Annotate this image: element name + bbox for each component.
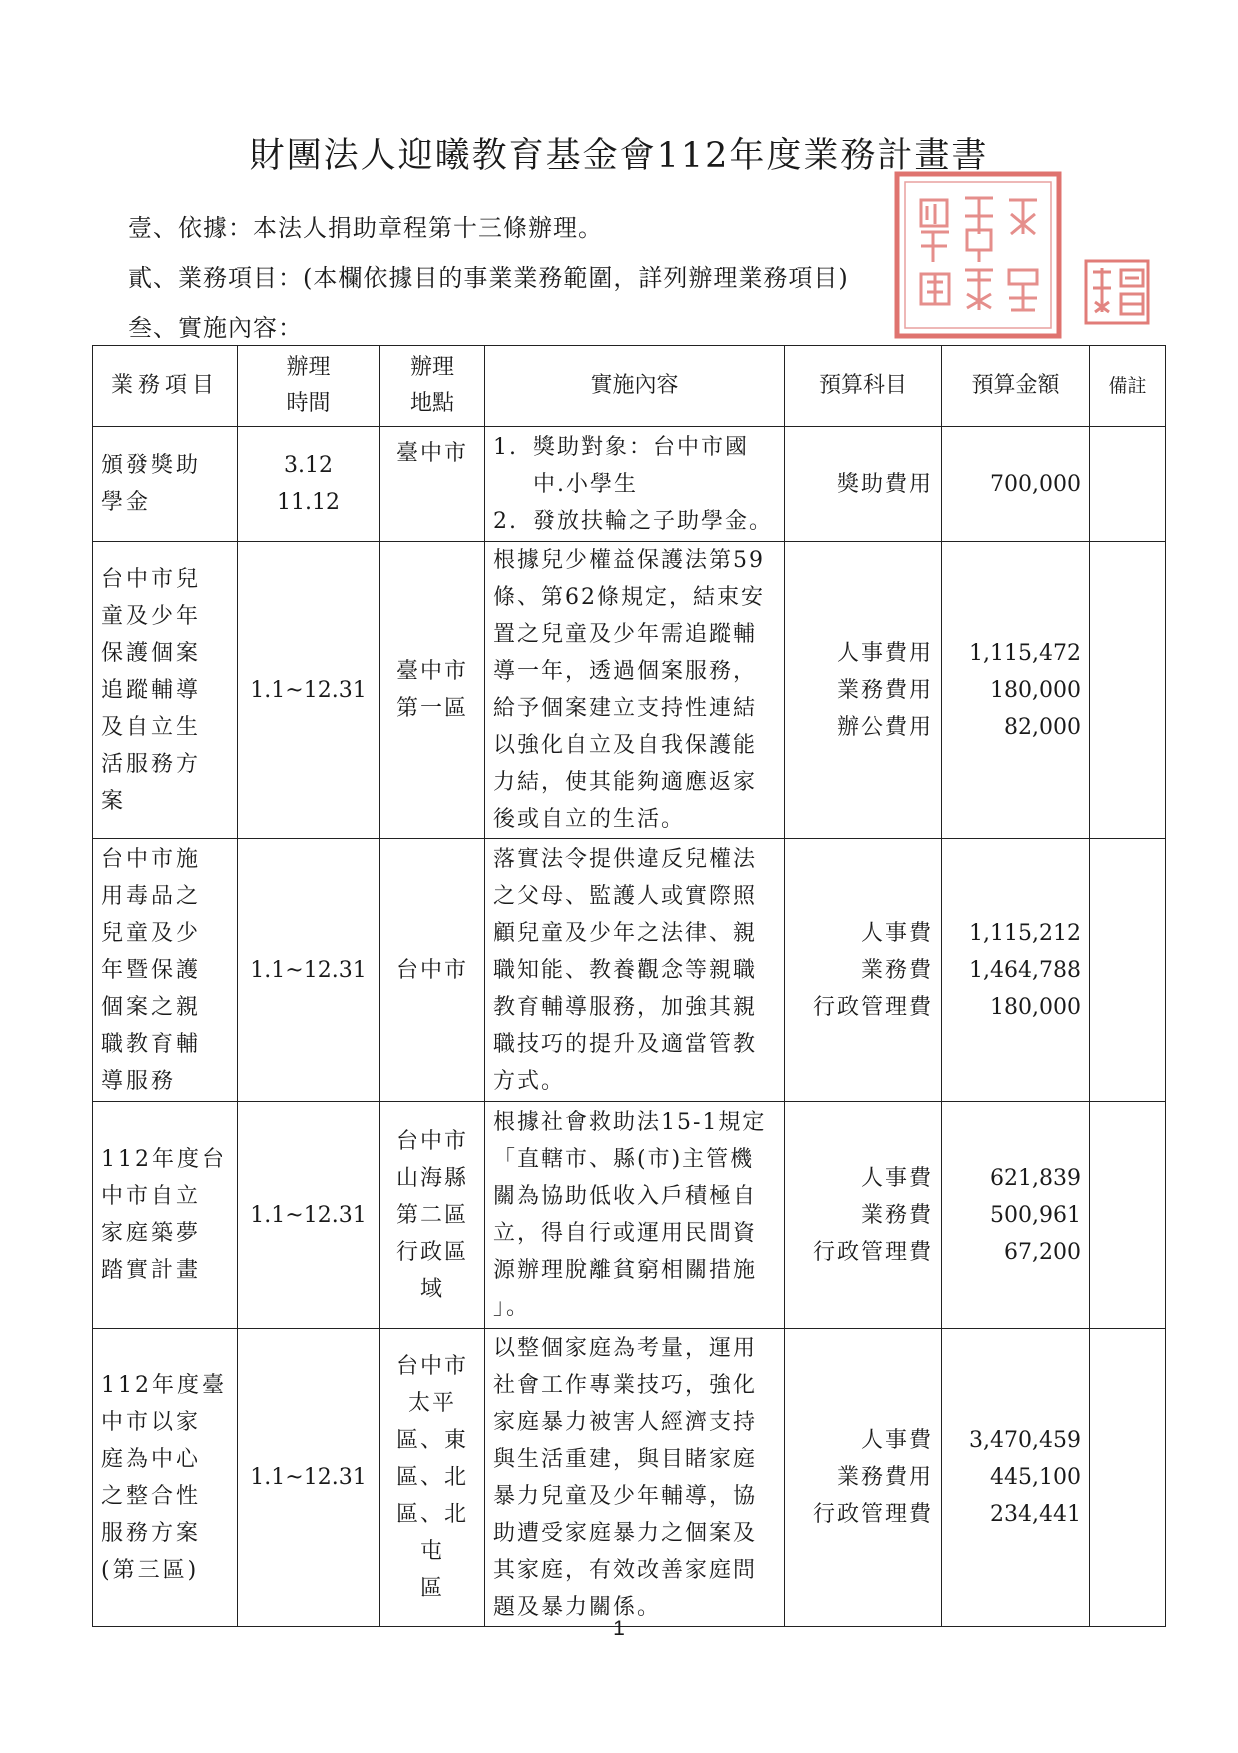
place-line: 區、北屯 (395, 1502, 468, 1564)
note-cell (1090, 839, 1166, 1102)
time-cell (238, 542, 380, 839)
note-cell (1090, 1102, 1166, 1329)
amount-line: 1,115,472 (969, 640, 1081, 666)
content-line: 之父母、監護人或實際照 (493, 883, 758, 909)
amount-line: 67,200 (1004, 1239, 1081, 1265)
item-line: 台中市施 (101, 846, 202, 872)
item-line: (第三區) (101, 1557, 200, 1583)
time-line: 1.1~12.31 (250, 1465, 367, 1490)
header-place-line: 辦理 (409, 355, 454, 380)
subject-line: 人事費 (860, 1165, 933, 1191)
place-line: 域 (419, 1276, 444, 1302)
time-cell (238, 839, 380, 1102)
item-line: 保護個案 (101, 640, 202, 666)
item-line: 職教育輔 (101, 1031, 202, 1057)
content-line: 給予個案建立支持性連結 (493, 696, 758, 721)
item-line: 112年度台 (101, 1147, 227, 1172)
time-line: 1.1~12.31 (250, 677, 367, 703)
subject-cell (785, 839, 942, 1102)
item-line: 踏實計畫 (101, 1258, 202, 1283)
item-line: 兒童及少 (101, 920, 202, 946)
content-line: 職知能、教養觀念等親職 (493, 957, 758, 983)
content-cell (485, 427, 785, 542)
content-line: 條、第62條規定，結束安 (493, 585, 765, 610)
header-note: 備註 (1090, 346, 1166, 427)
content-line: 以整個家庭為考量，運用 (493, 1335, 758, 1361)
content-line: 置之兒童及少年需追蹤輔 (493, 622, 758, 647)
item-line: 台中市兒 (101, 566, 202, 592)
item-line: 中市自立 (101, 1184, 202, 1209)
subject-line: 業務費 (860, 1202, 933, 1228)
item-line: 及自立生 (101, 714, 202, 740)
page-number: 1 (613, 1617, 625, 1640)
content-line: 力結，使其能夠適應返家 (493, 770, 758, 795)
subject-cell (785, 1329, 942, 1627)
subject-line: 辦公費用 (836, 714, 933, 740)
item-line: 案 (101, 788, 127, 814)
content-line: 與生活重建，與目睹家庭 (493, 1446, 758, 1472)
header-time-line: 時間 (286, 391, 331, 416)
item-line: 童及少年 (101, 603, 202, 629)
content-line: 叁、實施內容： (128, 314, 303, 342)
content-line: 源辦理脫離貧窮相關措施 (493, 1258, 758, 1283)
header-item: 業務項目 (93, 346, 238, 427)
place-cell (380, 427, 485, 542)
subject-line: 行政管理費 (812, 1239, 933, 1265)
place-line: 太平 (407, 1391, 456, 1416)
item-line: 追蹤輔導 (101, 677, 202, 703)
place-line: 第二區 (395, 1202, 468, 1228)
subject-cell (785, 1102, 942, 1329)
item-cell (93, 839, 238, 1102)
place-line: 臺中市 (395, 659, 468, 684)
content-line: 教育輔導服務，加強其親 (493, 994, 758, 1020)
item-line: 之整合性 (101, 1483, 202, 1509)
subject-cell (785, 542, 942, 839)
item-cell (93, 542, 238, 839)
content-line: 顧兒童及少年之法律、親 (493, 920, 758, 946)
table-row (93, 1102, 1166, 1329)
amount-cell (942, 1329, 1090, 1627)
table-header-row (93, 346, 1166, 427)
header-place (380, 346, 485, 427)
content-line: 發放扶輪之子助學金。 (533, 508, 774, 534)
place-line: 區、東 (395, 1428, 468, 1453)
content-list-num: 2. (493, 508, 518, 534)
place-line: 台中市 (395, 1354, 468, 1379)
amount-line: 1,464,788 (969, 957, 1081, 983)
time-line: 1.1~12.31 (250, 1202, 367, 1228)
content-line: 職技巧的提升及適當管教 (493, 1031, 758, 1057)
item-line: 庭為中心 (101, 1446, 202, 1472)
amount-line: 500,961 (990, 1202, 1081, 1228)
content-line: 」。 (493, 1295, 531, 1320)
item-cell (93, 427, 238, 542)
header-place-line: 地點 (409, 391, 454, 416)
amount-line: 180,000 (990, 994, 1081, 1020)
content-line: 方式。 (493, 1068, 566, 1094)
table-row (93, 542, 1166, 839)
content-line: 落實法令提供違反兒權法 (493, 846, 758, 872)
subject-line: 人事費 (860, 1428, 933, 1453)
subject-line: 人事費 (860, 920, 933, 946)
item-line: 服務方案 (101, 1520, 202, 1546)
time-cell (238, 1102, 380, 1329)
note-cell (1090, 542, 1166, 839)
header-amount: 預算金額 (942, 346, 1090, 427)
content-line: 導一年，透過個案服務， (493, 659, 758, 684)
item-line: 活服務方 (101, 751, 202, 777)
time-line: 11.12 (277, 490, 340, 515)
place-line: 台中市 (395, 1128, 468, 1154)
amount-cell (942, 542, 1090, 839)
document-title: 財團法人迎曦教育基金會112年度業務計畫書 (249, 136, 989, 176)
amount-line: 445,100 (990, 1465, 1081, 1490)
place-line: 台中市 (395, 957, 468, 983)
amount-line: 3,470,459 (969, 1428, 1081, 1453)
content-line: 家庭暴力被害人經濟支持 (493, 1409, 758, 1435)
item-line: 個案之親 (101, 994, 202, 1020)
time-line: 3.12 (284, 453, 333, 478)
item-line: 家庭築夢 (101, 1221, 202, 1246)
item-line: 導服務 (101, 1068, 177, 1094)
content-cell (485, 1102, 785, 1329)
place-cell (380, 1102, 485, 1329)
amount-line: 82,000 (1004, 714, 1081, 740)
subject-line: 行政管理費 (812, 1502, 933, 1527)
time-cell (238, 1329, 380, 1627)
content-line: 關為協助低收入戶積極自 (493, 1184, 758, 1209)
amount-line: 700,000 (990, 471, 1081, 497)
place-cell (380, 839, 485, 1102)
place-line: 山海縣 (395, 1165, 468, 1191)
amount-cell (942, 1102, 1090, 1329)
amount-cell (942, 427, 1090, 542)
item-line: 112年度臺 (101, 1372, 227, 1398)
amount-line: 234,441 (990, 1502, 1081, 1527)
table-row (93, 839, 1166, 1102)
time-cell (238, 427, 380, 542)
amount-line: 1,115,212 (969, 920, 1081, 946)
subject-cell (785, 427, 942, 542)
time-line: 1.1~12.31 (250, 957, 367, 983)
content-line: 社會工作專業技巧，強化 (493, 1372, 758, 1398)
content-list-item (493, 503, 776, 540)
content-line: 立，得自行或運用民間資 (493, 1221, 758, 1246)
content-cell (485, 1329, 785, 1627)
place-line: 區 (419, 1576, 444, 1601)
content-line: 題及暴力關係。 (493, 1594, 662, 1620)
place-line: 臺中市 (395, 441, 468, 466)
place-line: 行政區 (395, 1239, 468, 1265)
note-cell (1090, 1329, 1166, 1627)
header-subject: 預算科目 (785, 346, 942, 427)
representative-seal-stamp (1083, 258, 1151, 326)
content-line: 後或自立的生活。 (493, 807, 686, 832)
content-line: 其家庭，有效改善家庭問 (493, 1557, 758, 1583)
content-line: 根據兒少權益保護法第59 (493, 548, 765, 573)
amount-cell (942, 839, 1090, 1102)
content-line: 中.小學生 (533, 471, 638, 497)
amount-line: 621,839 (990, 1165, 1081, 1191)
item-cell (93, 1102, 238, 1329)
note-cell (1090, 427, 1166, 542)
item-line: 學金 (101, 490, 152, 515)
content-list-num: 1. (493, 434, 518, 460)
subject-line: 行政管理費 (812, 994, 933, 1020)
basis-line: 壹、依據：本法人捐助章程第十三條辦理。 (128, 214, 603, 242)
place-line: 區、北 (395, 1465, 468, 1490)
content-line: 以強化自立及自我保護能 (493, 733, 758, 758)
subject-line: 業務費 (860, 957, 933, 983)
content-line: 助遭受家庭暴力之個案及 (493, 1520, 758, 1546)
header-time (238, 346, 380, 427)
subject-line: 業務費用 (836, 1465, 933, 1490)
content-list-item (493, 429, 776, 466)
place-cell (380, 542, 485, 839)
content-line: 「直轄市、縣(市)主管機 (493, 1147, 755, 1172)
place-line: 第一區 (395, 696, 468, 721)
content-cell (485, 542, 785, 839)
header-content: 實施內容 (485, 346, 785, 427)
place-cell (380, 1329, 485, 1627)
content-line: 暴力兒童及少年輔導，協 (493, 1483, 758, 1509)
subject-line: 人事費用 (836, 640, 933, 666)
item-line: 頒發獎助 (101, 453, 202, 478)
subject-line: 業務費用 (836, 677, 933, 703)
header-time-line: 辦理 (286, 355, 331, 380)
foundation-seal-stamp (893, 170, 1063, 340)
amount-line: 180,000 (990, 677, 1081, 703)
item-cell (93, 1329, 238, 1627)
content-line: 根據社會救助法15-1規定 (493, 1110, 767, 1135)
content-cell (485, 839, 785, 1102)
table-row (93, 427, 1166, 542)
items-line: 貳、業務項目：(本欄依據目的事業業務範圍，詳列辦理業務項目) (128, 264, 849, 292)
table-row (93, 1329, 1166, 1627)
content-line: 獎助對象：台中市國 (533, 434, 750, 460)
item-line: 中市以家 (101, 1409, 202, 1435)
item-line: 用毒品之 (101, 883, 202, 909)
subject-line: 獎助費用 (836, 471, 933, 497)
business-plan-table (92, 345, 1166, 1627)
item-line: 年暨保護 (101, 957, 202, 983)
